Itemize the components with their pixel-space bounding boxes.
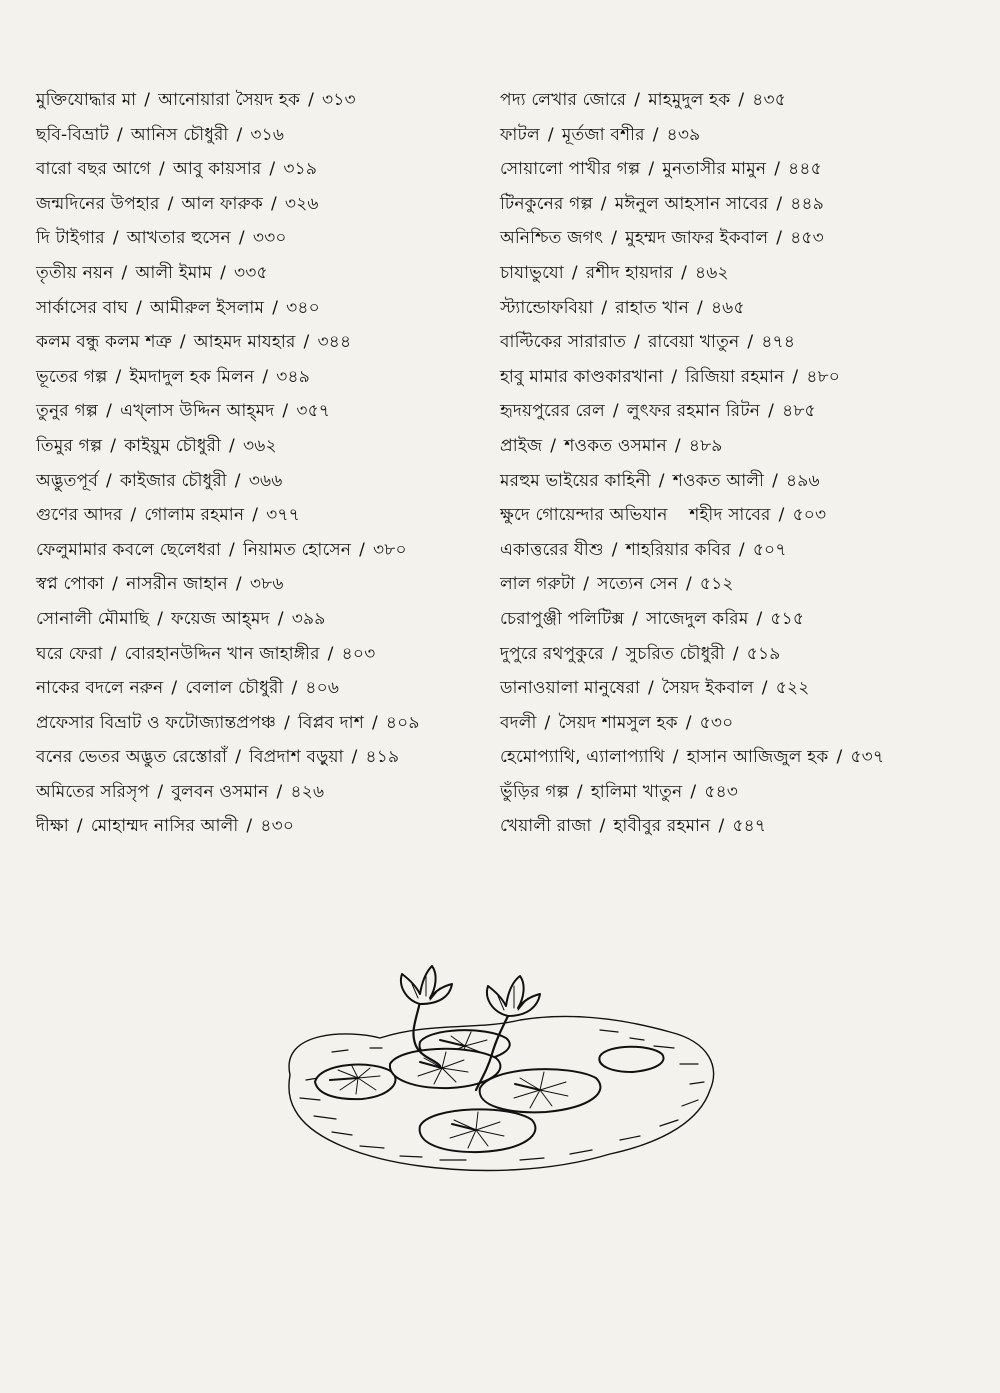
story-title: হেমোপ্যাথি, এ্যালাপ্যাথি xyxy=(500,747,665,768)
toc-entry xyxy=(500,360,980,395)
story-title: তৃতীয় নয়ন xyxy=(36,262,114,283)
toc-entry xyxy=(500,637,980,672)
separator: / xyxy=(130,505,137,526)
separator: / xyxy=(674,435,681,456)
toc-entry xyxy=(500,671,980,706)
separator: / xyxy=(611,643,618,664)
toc-entry xyxy=(36,533,476,568)
page-number: ৪০৯ xyxy=(385,712,420,733)
separator: / xyxy=(144,90,151,110)
story-title: প্রাইজ xyxy=(500,435,543,456)
toc-entry xyxy=(500,83,980,118)
separator: / xyxy=(157,781,164,802)
story-title: গুণের আদর xyxy=(36,505,123,526)
story-title: মুক্তিযোদ্ধার মা xyxy=(36,90,137,110)
toc-entry xyxy=(500,325,980,360)
story-title: ভুঁড়ির গল্প xyxy=(500,781,569,802)
page-number: ৪০৬ xyxy=(305,678,340,699)
author-name: বুলবন ওসমান xyxy=(171,781,269,802)
author-name: কাইয়ুম চৌধুরী xyxy=(124,435,222,456)
separator: / xyxy=(550,435,557,456)
author-name: আলী ইমাম xyxy=(135,262,213,283)
separator: / xyxy=(359,539,366,560)
story-title: সোনালী মৌমাছি xyxy=(36,608,150,629)
page-number: ৪৮৯ xyxy=(688,435,723,456)
author-name: ইমদাদুল হক মিলন xyxy=(129,366,255,387)
separator: / xyxy=(732,643,739,664)
story-title: ফেলুমামার কবলে ছেলেধরা xyxy=(36,539,222,560)
separator: / xyxy=(136,297,143,318)
story-title: তুনুর গল্প xyxy=(36,401,99,422)
author-name: এখ্‌লাস উদ্দিন আহ্‌মদ xyxy=(120,401,275,422)
page-number: ৩৪৪ xyxy=(317,332,352,353)
story-title: লাল গরুটা xyxy=(500,574,576,595)
toc-entry xyxy=(36,118,476,153)
author-name: আমীরুল ইসলাম xyxy=(150,297,265,318)
toc-entry xyxy=(36,360,476,395)
separator: / xyxy=(756,608,763,629)
page-number: ৪৬২ xyxy=(695,262,729,283)
separator: / xyxy=(738,539,745,560)
page-number: ৪৯৬ xyxy=(786,470,820,491)
author-name: মুনতাসীর মামুন xyxy=(662,159,767,180)
author-name: সাজেদুল করিম xyxy=(646,608,749,629)
author-name: শহীদ সাবের xyxy=(689,505,771,526)
story-title: দি টাইগার xyxy=(36,228,105,249)
separator: / xyxy=(611,539,618,560)
toc-entry xyxy=(500,602,980,637)
author-name: নিয়ামত হোসেন xyxy=(242,539,352,560)
separator: / xyxy=(220,262,227,283)
author-name: নাসরীন জাহান xyxy=(126,574,228,595)
toc-entry xyxy=(500,187,980,222)
separator: / xyxy=(171,678,178,699)
lotus-pond-illustration xyxy=(270,960,730,1190)
story-title: বারো বছর আগে xyxy=(36,159,152,180)
page-number: ৪৩৯ xyxy=(666,124,701,145)
toc-entry xyxy=(500,394,980,429)
separator: / xyxy=(792,366,799,387)
author-name: সুচরিত চৌধুরী xyxy=(625,643,725,664)
separator: / xyxy=(571,262,578,283)
separator: / xyxy=(652,124,659,145)
page-number: ৪৪৫ xyxy=(788,159,822,180)
toc-entry xyxy=(500,809,980,844)
author-name: আল ফারুক xyxy=(181,193,263,214)
separator: / xyxy=(648,159,655,180)
author-name: শওকত আলী xyxy=(672,470,765,491)
toc-entry xyxy=(36,429,476,464)
page-number: ৩৬৬ xyxy=(248,470,283,491)
separator: / xyxy=(284,712,291,733)
separator: / xyxy=(235,574,242,595)
page-number: ৪৩৫ xyxy=(752,90,787,110)
separator: / xyxy=(246,816,253,837)
author-name: কাইজার চৌধুরী xyxy=(119,470,227,491)
separator: / xyxy=(276,781,283,802)
author-name: আবু কায়সার xyxy=(172,159,262,180)
separator: / xyxy=(327,643,334,664)
story-title: তিমুর গল্প xyxy=(36,435,103,456)
story-title: দুপুরে রথপুকুরে xyxy=(500,643,604,664)
separator: / xyxy=(308,90,315,110)
author-name: লুৎফর রহমান রিটন xyxy=(626,401,761,422)
separator: / xyxy=(121,262,128,283)
author-name: রাবেয়া খাতুন xyxy=(648,332,740,353)
separator: / xyxy=(583,574,590,595)
separator: / xyxy=(272,297,279,318)
toc-entry xyxy=(500,429,980,464)
story-title: স্ট্যান্ডোফবিয়া xyxy=(500,297,594,318)
story-title: অদ্ভুতপূর্ব xyxy=(36,470,98,491)
author-name: বিপ্লব দাশ xyxy=(298,712,364,733)
story-title: স্বপ্ন পোকা xyxy=(36,574,105,595)
story-title: ক্ষুদে গোয়েন্দার অভিযান xyxy=(500,505,668,526)
page-number: ৩১৬ xyxy=(250,124,285,145)
toc-entry xyxy=(36,498,476,533)
separator: / xyxy=(282,401,289,422)
author-name: বিপ্রদাশ বড়ুয়া xyxy=(249,747,344,768)
separator: / xyxy=(599,816,606,837)
separator: / xyxy=(106,401,113,422)
page-number: ৫৩০ xyxy=(699,712,734,733)
story-title: ছবি-বিভ্রাট xyxy=(36,124,109,145)
story-title: চেরাপুঞ্জী পলিটিক্স xyxy=(500,608,625,629)
toc-entry xyxy=(36,325,476,360)
author-name: আখতার হুসেন xyxy=(126,228,231,249)
toc-entry xyxy=(36,221,476,256)
author-name: আহমদ মাযহার xyxy=(193,332,296,353)
separator: / xyxy=(277,608,284,629)
page-number: ৫৩৭ xyxy=(850,747,885,768)
separator: / xyxy=(836,747,843,768)
separator: / xyxy=(601,297,608,318)
toc-entry xyxy=(36,740,476,775)
toc-entry xyxy=(500,533,980,568)
separator: / xyxy=(235,747,242,768)
page-number: ৩২৬ xyxy=(284,193,319,214)
toc-entry xyxy=(36,187,476,222)
story-title: অমিতের সরিসৃপ xyxy=(36,781,150,802)
toc-entry xyxy=(500,464,980,499)
page-number: ৪৬৫ xyxy=(710,297,745,318)
toc-entry xyxy=(500,498,980,533)
toc-entry xyxy=(500,221,980,256)
separator: / xyxy=(690,781,697,802)
separator: / xyxy=(647,678,654,699)
page-number: ৪৮৫ xyxy=(782,401,816,422)
story-title: সোয়ালো পাখীর গল্প xyxy=(500,159,641,180)
toc-entry xyxy=(36,464,476,499)
separator: / xyxy=(159,159,165,180)
separator: / xyxy=(772,470,779,491)
story-title: নাকের বদলে নরুন xyxy=(36,678,164,699)
toc-entry xyxy=(36,775,476,810)
separator: / xyxy=(761,678,768,699)
story-title: অনিশ্চিত জগৎ xyxy=(500,228,604,249)
separator: / xyxy=(110,435,117,456)
story-title: প্রফেসার বিভ্রাট ও ফটোজ্যান্তপ্রপঞ্চ xyxy=(36,712,277,733)
story-title: টিনকুনের গল্প xyxy=(500,193,593,214)
separator: / xyxy=(634,90,641,110)
toc-entry xyxy=(36,83,476,118)
author-name: মোহাম্মদ নাসির আলী xyxy=(90,816,239,837)
separator: / xyxy=(681,262,688,283)
separator: / xyxy=(112,228,119,249)
toc-entry xyxy=(36,637,476,672)
separator: / xyxy=(544,712,551,733)
separator: / xyxy=(229,435,235,456)
author-name: হালিমা খাতুন xyxy=(590,781,683,802)
story-title: ভূতের গল্প xyxy=(36,366,108,387)
author-name: মাহমুদুল হক xyxy=(648,90,731,110)
separator: / xyxy=(612,401,619,422)
page-number: ৩৬২ xyxy=(242,435,277,456)
separator: / xyxy=(671,366,678,387)
toc-entry xyxy=(36,671,476,706)
author-name: সত্যেন সেন xyxy=(597,574,678,595)
story-title: বনের ভেতর অদ্ভুত রেস্তোরাঁ xyxy=(36,747,228,768)
page-number: ৩৩৫ xyxy=(234,262,268,283)
page-number: ৪০৩ xyxy=(341,643,376,664)
author-name: রশীদ হায়দার xyxy=(585,262,674,283)
page-number: ৩৫৭ xyxy=(296,401,331,422)
separator: / xyxy=(238,228,245,249)
story-title: দীক্ষা xyxy=(36,816,69,837)
toc-entry xyxy=(36,291,476,326)
author-name: আনোয়ারা সৈয়দ হক xyxy=(158,90,301,110)
author-name: শওকত ওসমান xyxy=(564,435,667,456)
separator: / xyxy=(738,90,745,110)
separator: / xyxy=(718,816,725,837)
separator: / xyxy=(778,505,785,526)
separator: / xyxy=(252,505,259,526)
separator: / xyxy=(167,193,174,214)
author-name: শাহরিয়ার কবির xyxy=(625,539,731,560)
separator: / xyxy=(115,366,122,387)
toc-entry xyxy=(36,256,476,291)
story-title: হাবু মামার কাণ্ডকারখানা xyxy=(500,366,664,387)
page-number: ৪৫৩ xyxy=(790,228,824,249)
separator: / xyxy=(116,124,123,145)
page-number: ৩৯৯ xyxy=(291,608,326,629)
author-name: গোলাম রহমান xyxy=(144,505,245,526)
page-number: ৩৪০ xyxy=(286,297,320,318)
page-number: ৩৩০ xyxy=(252,228,287,249)
author-name: আনিস চৌধুরী xyxy=(130,124,229,145)
story-title: ঘরে ফেরা xyxy=(36,643,103,664)
separator: / xyxy=(351,747,358,768)
story-title: একাত্তরের যীশু xyxy=(500,539,604,560)
page-number: ৩১৩ xyxy=(322,90,356,110)
toc-entry xyxy=(36,602,476,637)
story-title: সার্কাসের বাঘ xyxy=(36,297,129,318)
page-number: ৫০৩ xyxy=(792,505,827,526)
story-title: খেয়ালী রাজা xyxy=(500,816,592,837)
author-name: মূর্তজা বশীর xyxy=(561,124,645,145)
toc-entry xyxy=(500,740,980,775)
page-number: ৩৮০ xyxy=(373,539,407,560)
separator: / xyxy=(611,228,618,249)
page-number: ৩৪৯ xyxy=(276,366,310,387)
toc-entry xyxy=(500,256,980,291)
page-number: ৩৭৭ xyxy=(266,505,300,526)
story-title: বদলী xyxy=(500,712,537,733)
separator: / xyxy=(547,124,554,145)
contents-left-column xyxy=(36,83,476,844)
story-title: চাযাভুযো xyxy=(500,262,564,283)
page-number: ৫৪৩ xyxy=(704,781,739,802)
separator: / xyxy=(747,332,754,353)
page-number: ৪২৬ xyxy=(290,781,325,802)
page-number: ৫২২ xyxy=(775,678,810,699)
separator: / xyxy=(776,228,783,249)
separator: / xyxy=(658,470,665,491)
separator: / xyxy=(634,332,641,353)
separator: / xyxy=(234,470,241,491)
author-name: মুহম্মদ জাফর ইকবাল xyxy=(625,228,769,249)
page-number: ৪৭৪ xyxy=(761,332,796,353)
author-name: রিজিয়া রহমান xyxy=(685,366,785,387)
toc-entry xyxy=(36,706,476,741)
author-name: হাসান আজিজুল হক xyxy=(686,747,829,768)
separator: / xyxy=(672,747,679,768)
separator: / xyxy=(76,816,83,837)
toc-entry xyxy=(36,567,476,602)
toc-entry xyxy=(500,291,980,326)
story-title: বাল্টিকের সারারাত xyxy=(500,332,627,353)
separator: / xyxy=(685,574,692,595)
story-title: কলম বন্ধু কলম শত্রু xyxy=(36,332,172,353)
toc-entry xyxy=(500,567,980,602)
separator: / xyxy=(768,401,775,422)
page-number: ৪৩০ xyxy=(260,816,295,837)
page-number: ৪৪৯ xyxy=(790,193,824,214)
page-number: ৩১৯ xyxy=(283,159,318,180)
separator: / xyxy=(685,712,692,733)
story-title: মরহুম ভাইয়ের কাহিনী xyxy=(500,470,651,491)
toc-entry xyxy=(500,706,980,741)
author-name: হাবীবুর রহমান xyxy=(613,816,711,837)
page-number: ৪১৯ xyxy=(365,747,400,768)
separator: / xyxy=(106,470,112,491)
separator: / xyxy=(112,574,119,595)
author-name: বেলাল চৌধুরী xyxy=(185,678,284,699)
separator: / xyxy=(157,608,164,629)
author-name: মঈনুল আহসান সাবের xyxy=(614,193,769,214)
story-title: ফাটল xyxy=(500,124,540,145)
page-number: ৪৮০ xyxy=(806,366,841,387)
separator: / xyxy=(576,781,583,802)
page-number: ৫১৯ xyxy=(746,643,781,664)
author-name: সৈয়দ শামসুল হক xyxy=(558,712,678,733)
separator: / xyxy=(774,159,781,180)
author-name: রাহাত খান xyxy=(615,297,690,318)
page-number: ৫১৫ xyxy=(770,608,805,629)
page-number: ৫৪৭ xyxy=(732,816,767,837)
story-title: পদ্য লেখার জোরে xyxy=(500,90,627,110)
separator: / xyxy=(303,332,310,353)
story-title: জন্মদিনের উপহার xyxy=(36,193,160,214)
separator: / xyxy=(371,712,378,733)
separator: / xyxy=(697,297,703,318)
toc-entry xyxy=(36,809,476,844)
toc-entry xyxy=(500,152,980,187)
story-title: ডানাওয়ালা মানুষেরা xyxy=(500,678,640,699)
separator: / xyxy=(291,678,298,699)
toc-entry xyxy=(36,152,476,187)
separator: / xyxy=(229,539,235,560)
author-name: বোরহানউদ্দিন খান জাহাঙ্গীর xyxy=(124,643,320,664)
page-number: ৫১২ xyxy=(699,574,734,595)
story-title: হৃদয়পুরের রেল xyxy=(500,401,605,422)
toc-entry xyxy=(36,394,476,429)
separator: / xyxy=(110,643,117,664)
separator: / xyxy=(270,193,277,214)
author-name: সৈয়দ ইকবাল xyxy=(661,678,754,699)
page-number: ৫০৭ xyxy=(752,539,787,560)
author-name: ফয়েজ আহ্‌মদ xyxy=(171,608,270,629)
toc-entry xyxy=(500,118,980,153)
page-number: ৩৮৬ xyxy=(249,574,284,595)
separator: / xyxy=(600,193,607,214)
separator: / xyxy=(632,608,639,629)
contents-right-column xyxy=(500,83,980,844)
toc-entry xyxy=(500,775,980,810)
separator: / xyxy=(776,193,783,214)
separator: / xyxy=(179,332,186,353)
separator: / xyxy=(269,159,276,180)
separator: / xyxy=(262,366,269,387)
separator: / xyxy=(236,124,243,145)
